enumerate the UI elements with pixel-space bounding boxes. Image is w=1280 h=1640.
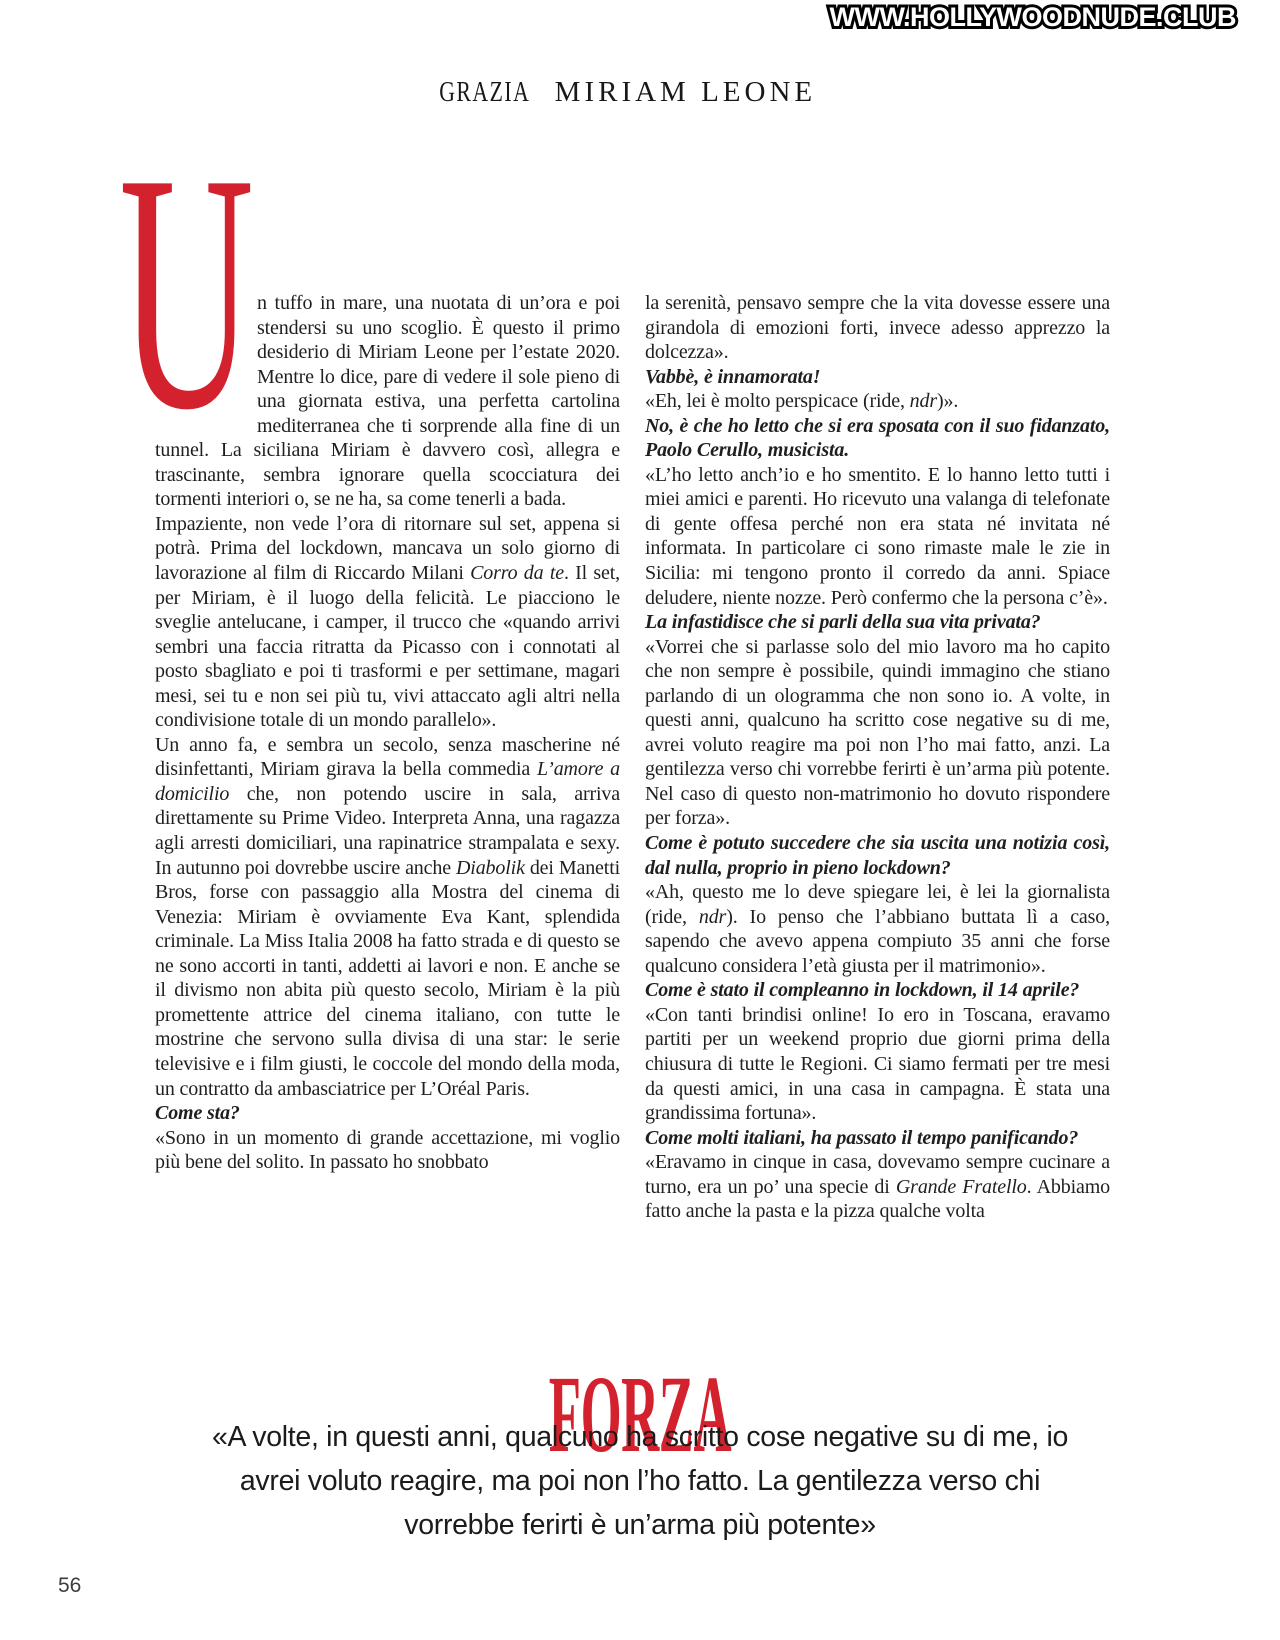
text-run: Vabbè, è innamorata!	[645, 365, 821, 388]
article-paragraph	[645, 1003, 1110, 1126]
pull-quote: «A volte, in questi anni, qualcuno ha scritto cose negative su di me, io avrei voluto reagire, ma poi non l’ho fatto. La gentilezza verso chi vorrebbe ferirti è un’arma più potente»	[211, 1421, 1069, 1541]
text-run: «Con tanti brindisi online! Io ero in Toscana, eravamo partiti per un weekend proprio due giorni prima della chiusura di tutte le Regioni. Ci siamo fermati per tre mesi da questi amici, in una casa in campagna. È stata una grandissima fortuna».	[645, 1003, 1110, 1125]
magazine-title: GRAZIA	[439, 76, 531, 108]
text-run: Come è stato il compleanno in lockdown, il 14 aprile?	[645, 979, 1080, 1002]
interview-question	[645, 1126, 1110, 1151]
text-run: «Sono in un momento di grande accettazione, mi voglio più bene del solito. In passato ho snobbato	[155, 1126, 620, 1174]
text-run: . Abbiamo fatto anche la pasta e la pizza qualche volta	[645, 1175, 1110, 1223]
article-paragraph	[645, 635, 1110, 831]
italic-text-run: ndr	[698, 905, 727, 928]
watermark-text: WWW.HOLLYWOODNUDE.CLUB	[829, 2, 1236, 32]
interview-question	[645, 610, 1110, 635]
pull-quote-section	[0, 1415, 1280, 1547]
article-paragraph	[645, 389, 1110, 414]
page-number: 56	[58, 1574, 82, 1597]
text-run: . Il set, per Miriam, è il luogo della felicità. Le piacciono le sveglie antelucane, i camper, il trucco che «quando arrivi sembri una faccia ritratta da Picasso con i connotati al posto sbagliato e poi ti trasformi e per settimane, magari mesi, sei tu e non sei più tu, vivi attaccato agli altri nella condivisione totale di un mondo parallelo».	[155, 562, 620, 732]
text-run: la serenità, pensavo sempre che la vita dovesse essere una girandola di emozioni forti, invece adesso apprezzo la dolcezza».	[645, 292, 1110, 364]
interview-question	[645, 978, 1110, 1003]
italic-text-run: Corro da te	[470, 562, 564, 585]
page-header	[0, 78, 1240, 107]
text-run: Come sta?	[155, 1102, 240, 1125]
interview-question	[645, 414, 1110, 463]
text-run: Un anno fa, e sembra un secolo, senza mascherine né disinfettanti, Miriam girava la bella commedia	[155, 733, 620, 781]
text-run: dei Manetti Bros, forse con passaggio alla Mostra del cinema di Venezia: Miriam è ovviamente Eva Kant, splendida criminale. La Miss Italia 2008 ha fatto strada e di questo se ne sono accorti in tanti, addetti ai lavori e non. E anche se il divismo non abita più questo secolo, Miriam è la più promettente attrice del cinema italiano, con tutte le mostrine che servono sulla divisa di una star: le serie televisive e i film giusti, le coccole del mondo della moda, un contratto da ambasciatrice per L’Oréal Paris.	[155, 856, 621, 1100]
text-run: ). Io penso che l’abbiano buttata lì a caso, sapendo che avevo appena compiuto 35 anni che forse qualcuno considera l’età giusta per il matrimonio».	[645, 905, 1110, 977]
text-run: Come molti italiani, ha passato il tempo panificando?	[645, 1126, 1079, 1149]
text-run: No, è che ho letto che si era sposata con il suo fidanzato, Paolo Cerullo, musicista.	[645, 414, 1110, 462]
drop-cap: U	[119, 103, 255, 480]
article-paragraph	[155, 1126, 620, 1175]
italic-text-run: L’amore a domicilio	[155, 758, 620, 805]
text-run: La infastidisce che si parli della sua vita privata?	[645, 611, 1041, 634]
italic-text-run: ndr	[909, 390, 937, 413]
article-paragraph	[155, 733, 620, 1101]
interview-question	[155, 1101, 620, 1126]
text-run: Impaziente, non vede l’ora di ritornare sul set, appena si potrà. Prima del lockdown, mancava un solo giorno di lavorazione al film di Riccardo Milani	[155, 512, 620, 585]
text-run: Come è potuto succedere che sia uscita una notizia così, dal nulla, proprio in pieno lockdown?	[645, 832, 1110, 879]
text-run: «L’ho letto anch’io e ho smentito. E lo hanno letto tutti i miei amici e parenti. Ho ricevuto una valanga di telefonate di gente offesa perché non era stata né invitata né informata. In particolare ci sono rimaste male le zie in Sicilia: mi tengono pronto il corredo da anni. Spiace deludere, niente nozze. Però confermo che la persona c’è».	[645, 463, 1110, 609]
article-body	[119, 103, 1110, 1224]
pull-headline-text: FORZA	[548, 1353, 732, 1475]
article-paragraph	[645, 1150, 1110, 1224]
article-column-right	[645, 291, 1110, 1224]
text-run: n tuffo in mare, una nuotata di un’ora e poi stendersi su uno scoglio. È questo il primo desiderio di Miriam Leone per l’estate 2020. Mentre lo dice, pare di vedere il sole pieno di una giornata estiva, una perfetta cartolina mediterranea che ti sorprende alla fine di un tunnel. La siciliana Miriam è davvero così, allegra e trascinante, sembra ignorare quella scocciatura dei tormenti interiori o, se ne ha, sa come tenerli a bada.	[155, 292, 620, 511]
article-paragraph	[645, 291, 1110, 365]
article-paragraph	[155, 512, 620, 733]
article-paragraph	[645, 880, 1110, 978]
text-run: «Ah, questo me lo deve spiegare lei, è lei la giornalista (ride,	[645, 881, 1110, 928]
text-run: )».	[937, 390, 959, 413]
text-run: «Eravamo in cinque in casa, dovevamo sempre cucinare a turno, era un po’ una specie di	[645, 1151, 1110, 1198]
article-column-left	[155, 291, 620, 1224]
italic-text-run: Grande Fratello	[895, 1175, 1027, 1198]
text-run: «Eh, lei è molto perspicace (ride,	[645, 390, 910, 413]
article-paragraph	[645, 463, 1110, 610]
article-subject-name: MIRIAM LEONE	[554, 76, 817, 108]
italic-text-run: Diabolik	[456, 856, 525, 879]
drop-cap-spacer	[155, 291, 257, 414]
lead-paragraph	[155, 291, 620, 512]
interview-question	[645, 365, 1110, 390]
text-run: che, non potendo uscire in sala, arriva direttamente su Prime Video. Interpreta Anna, una ragazza agli arresti domiciliari, una rapinatrice strampalata e sexy. In autunno poi dovrebbe uscire anche	[155, 782, 620, 879]
text-run: «Vorrei che si parlasse solo del mio lavoro ma ho capito che non sempre è possibile, quindi immagino che stiano parlando di un ologramma che non sono io. A volte, in questi anni, qualcuno ha scritto cose negative su di me, avrei voluto reagire ma poi non l’ho mai fatto, anzi. La gentilezza verso chi vorrebbe ferirti è un’arma più potente. Nel caso di questo non-matrimonio ho dovuto rispondere per forza».	[645, 635, 1110, 830]
interview-question	[645, 831, 1110, 880]
